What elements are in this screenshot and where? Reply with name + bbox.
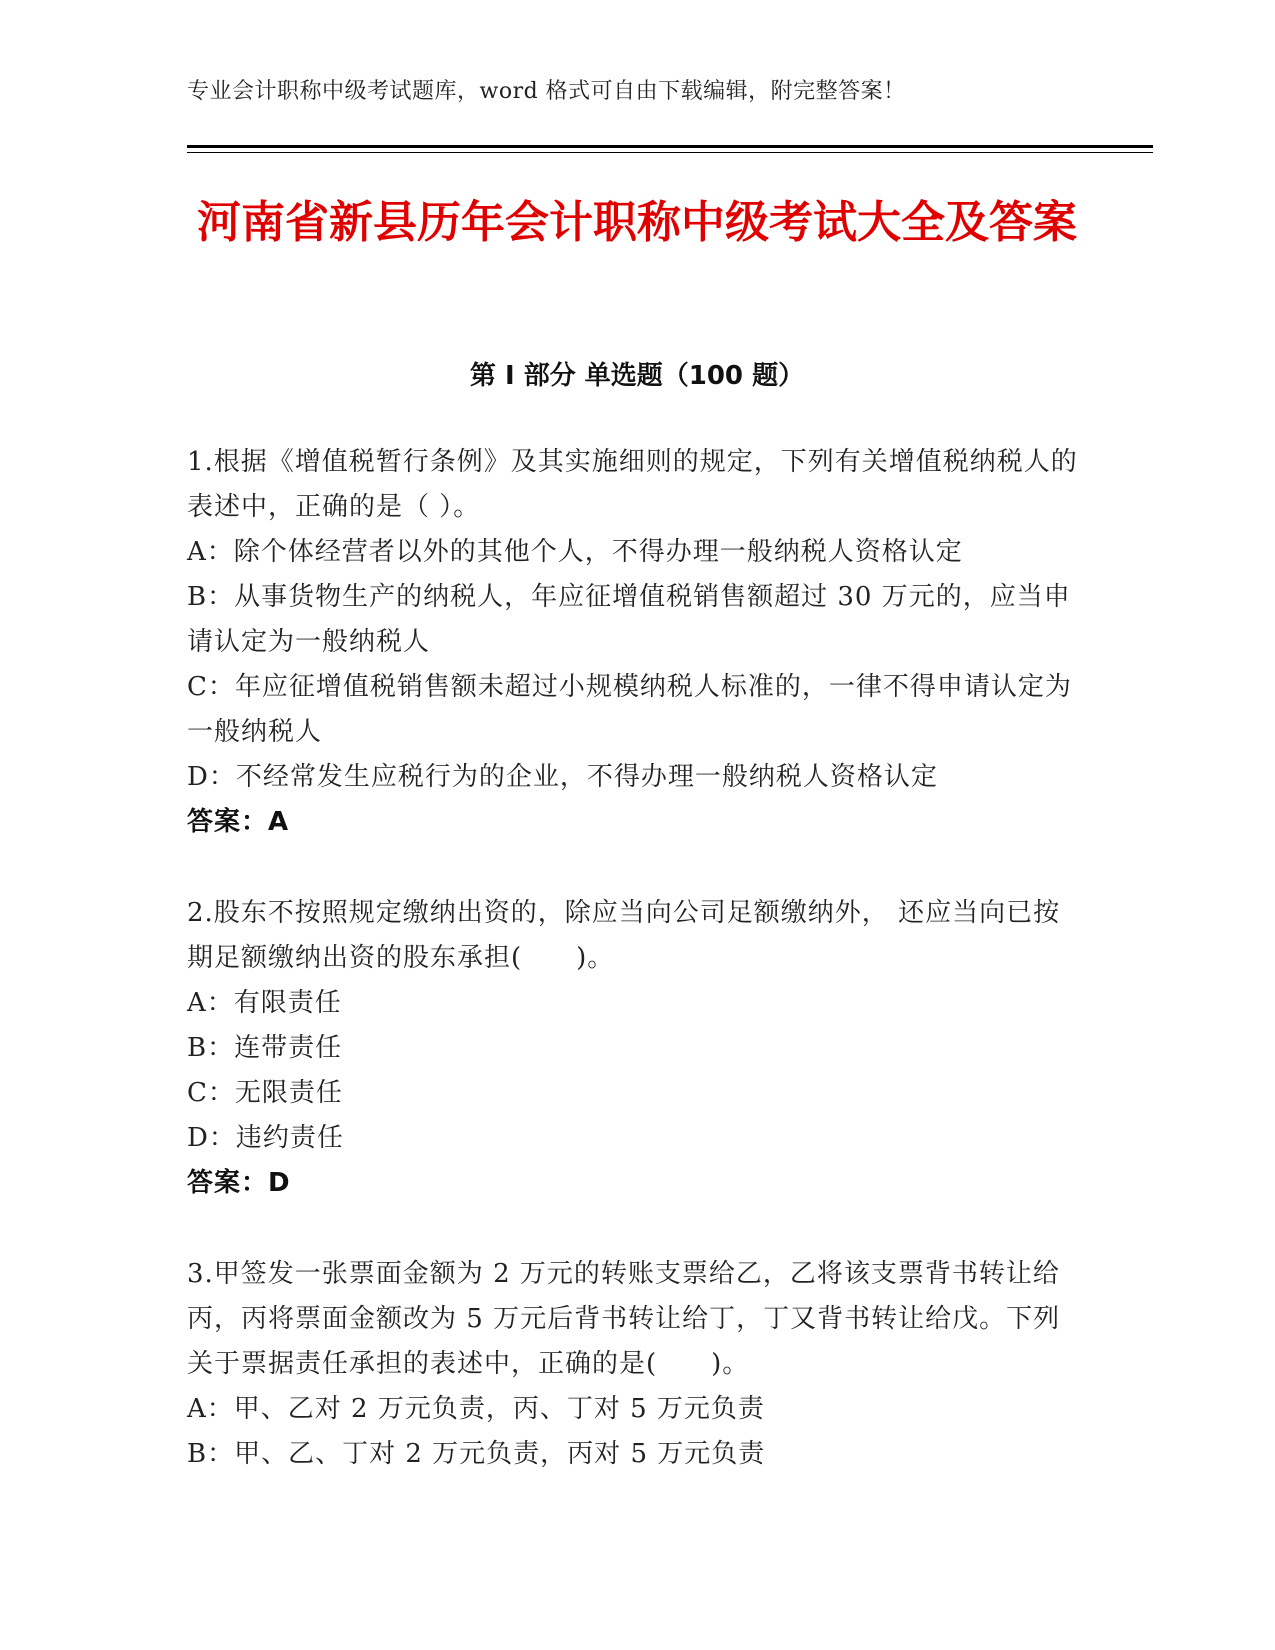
section-heading: 第 I 部分 单选题（100 题）	[469, 361, 805, 391]
option-d: D：不经常发生应税行为的企业，不得办理一般纳税人资格认定	[187, 762, 938, 792]
option-c: C：年应征增值税销售额未超过小规模纳税人标准的，一律不得申请认定为一般纳税人	[187, 672, 1072, 747]
option-c: C：无限责任	[187, 1078, 343, 1108]
question-2	[187, 891, 1087, 1206]
question-3	[187, 1252, 1087, 1477]
question-1	[187, 440, 1087, 845]
option-a: A：甲、乙对 2 万元负责，丙、丁对 5 万元负责	[187, 1394, 765, 1424]
question-list	[187, 440, 1087, 1523]
page-title: 河南省新县历年会计职称中级考试大全及答案	[197, 197, 1077, 248]
option-a: A：除个体经营者以外的其他个人，不得办理一般纳税人资格认定	[187, 537, 963, 567]
question-stem: 1.根据《增值税暂行条例》及其实施细则的规定，下列有关增值税纳税人的表述中，正确的是（ ）。	[187, 447, 1078, 522]
option-a: A：有限责任	[187, 988, 342, 1018]
answer-line: 答案：A	[187, 807, 290, 837]
header-rule-thick	[187, 145, 1153, 148]
option-b: B：连带责任	[187, 1033, 343, 1063]
header-note: 专业会计职称中级考试题库，word 格式可自由下载编辑，附完整答案！	[187, 79, 906, 104]
answer-line: 答案：D	[187, 1168, 291, 1198]
question-stem: 3.甲签发一张票面金额为 2 万元的转账支票给乙，乙将该支票背书转让给丙，丙将票面金额改为 5 万元后背书转让给丁，丁又背书转让给戊。下列关于票据责任承担的表述中，正确的是( )。	[187, 1259, 1061, 1379]
question-stem: 2.股东不按照规定缴纳出资的，除应当向公司足额缴纳外， 还应当向已按期足额缴纳出资的股东承担( )。	[187, 898, 1061, 973]
option-b: B：从事货物生产的纳税人，年应征增值税销售额超过 30 万元的，应当申请认定为一般纳税人	[187, 582, 1071, 657]
header-rule-thin	[187, 152, 1153, 153]
option-b: B：甲、乙、丁对 2 万元负责，丙对 5 万元负责	[187, 1439, 766, 1469]
option-d: D：违约责任	[187, 1123, 344, 1153]
